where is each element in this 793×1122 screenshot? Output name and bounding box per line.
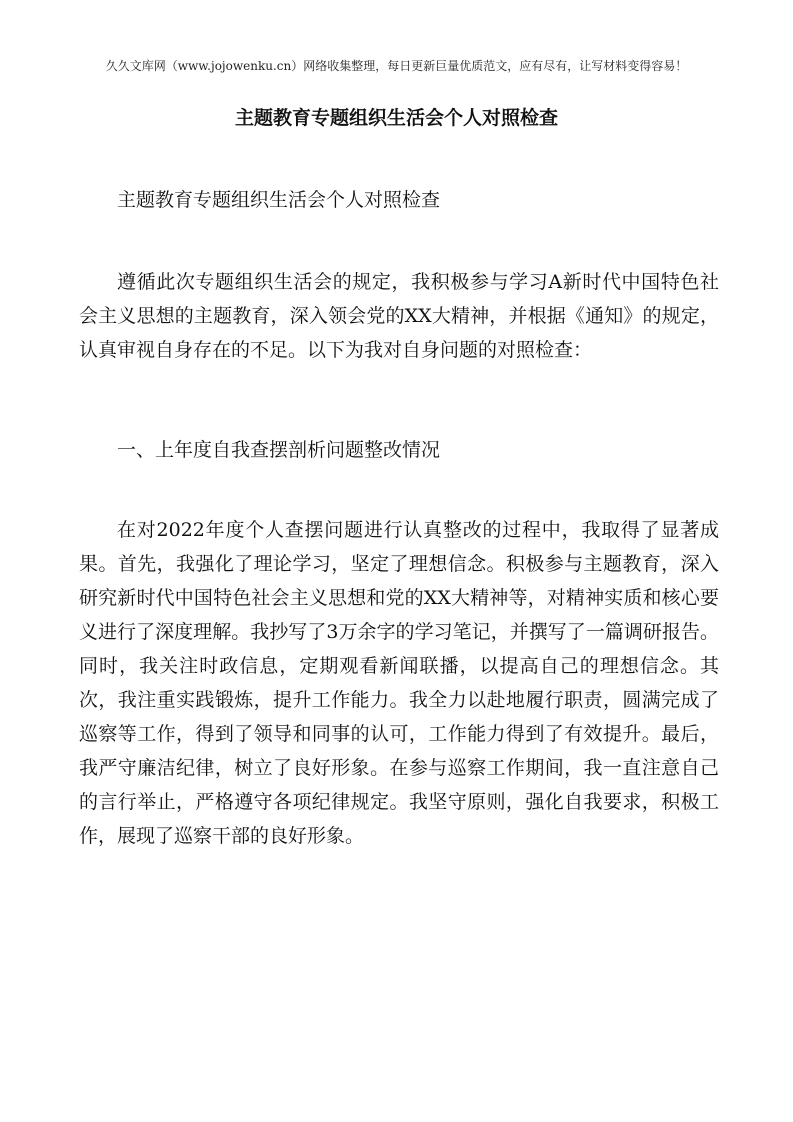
document-title: 主题教育专题组织生活会个人对照检查 — [234, 107, 558, 129]
intro-paragraph: 遵循此次专题组织生活会的规定，我积极参与学习A新时代中国特色社会主义思想的主题教育，深入领会党的XX大精神，并根据《通知》的规定，认真审视自身存在的不足。以下为我对自身问题的对照检查： — [79, 271, 719, 361]
document-subtitle: 主题教育专题组织生活会个人对照检查 — [117, 189, 441, 211]
section-1-paragraph: 在对2022年度个人查摆问题进行认真整改的过程中，我取得了显著成果。首先，我强化了理论学习，坚定了理想信念。积极参与主题教育，深入研究新时代中国特色社会主义思想和党的XX大精神等，对精神实质和核心要义进行了深度理解。我抄写了3万余字的学习笔记，并撰写了一篇调研报告。同时，我关注时政信息，定期观看新闻联播，以提高自己的理想信念。其次，我注重实践锻炼，提升工作能力。我全力以赴地履行职责，圆满完成了巡察等工作，得到了领导和同事的认可，工作能力得到了有效提升。最后，我严守廉洁纪律，树立了良好形象。在参与巡察工作期间，我一直注意自己的言行举止，严格遵守各项纪律规定。我坚守原则，强化自我要求，积极工作，展现了巡察干部的良好形象。 — [79, 519, 719, 847]
page-header-notice: 久久文库网（www.jojowenku.cn）网络收集整理，每日更新巨量优质范文，应有尽有，让写材料变得容易！ — [105, 59, 688, 73]
section-heading-1: 一、上年度自我查摆剖析问题整改情况 — [117, 439, 441, 461]
